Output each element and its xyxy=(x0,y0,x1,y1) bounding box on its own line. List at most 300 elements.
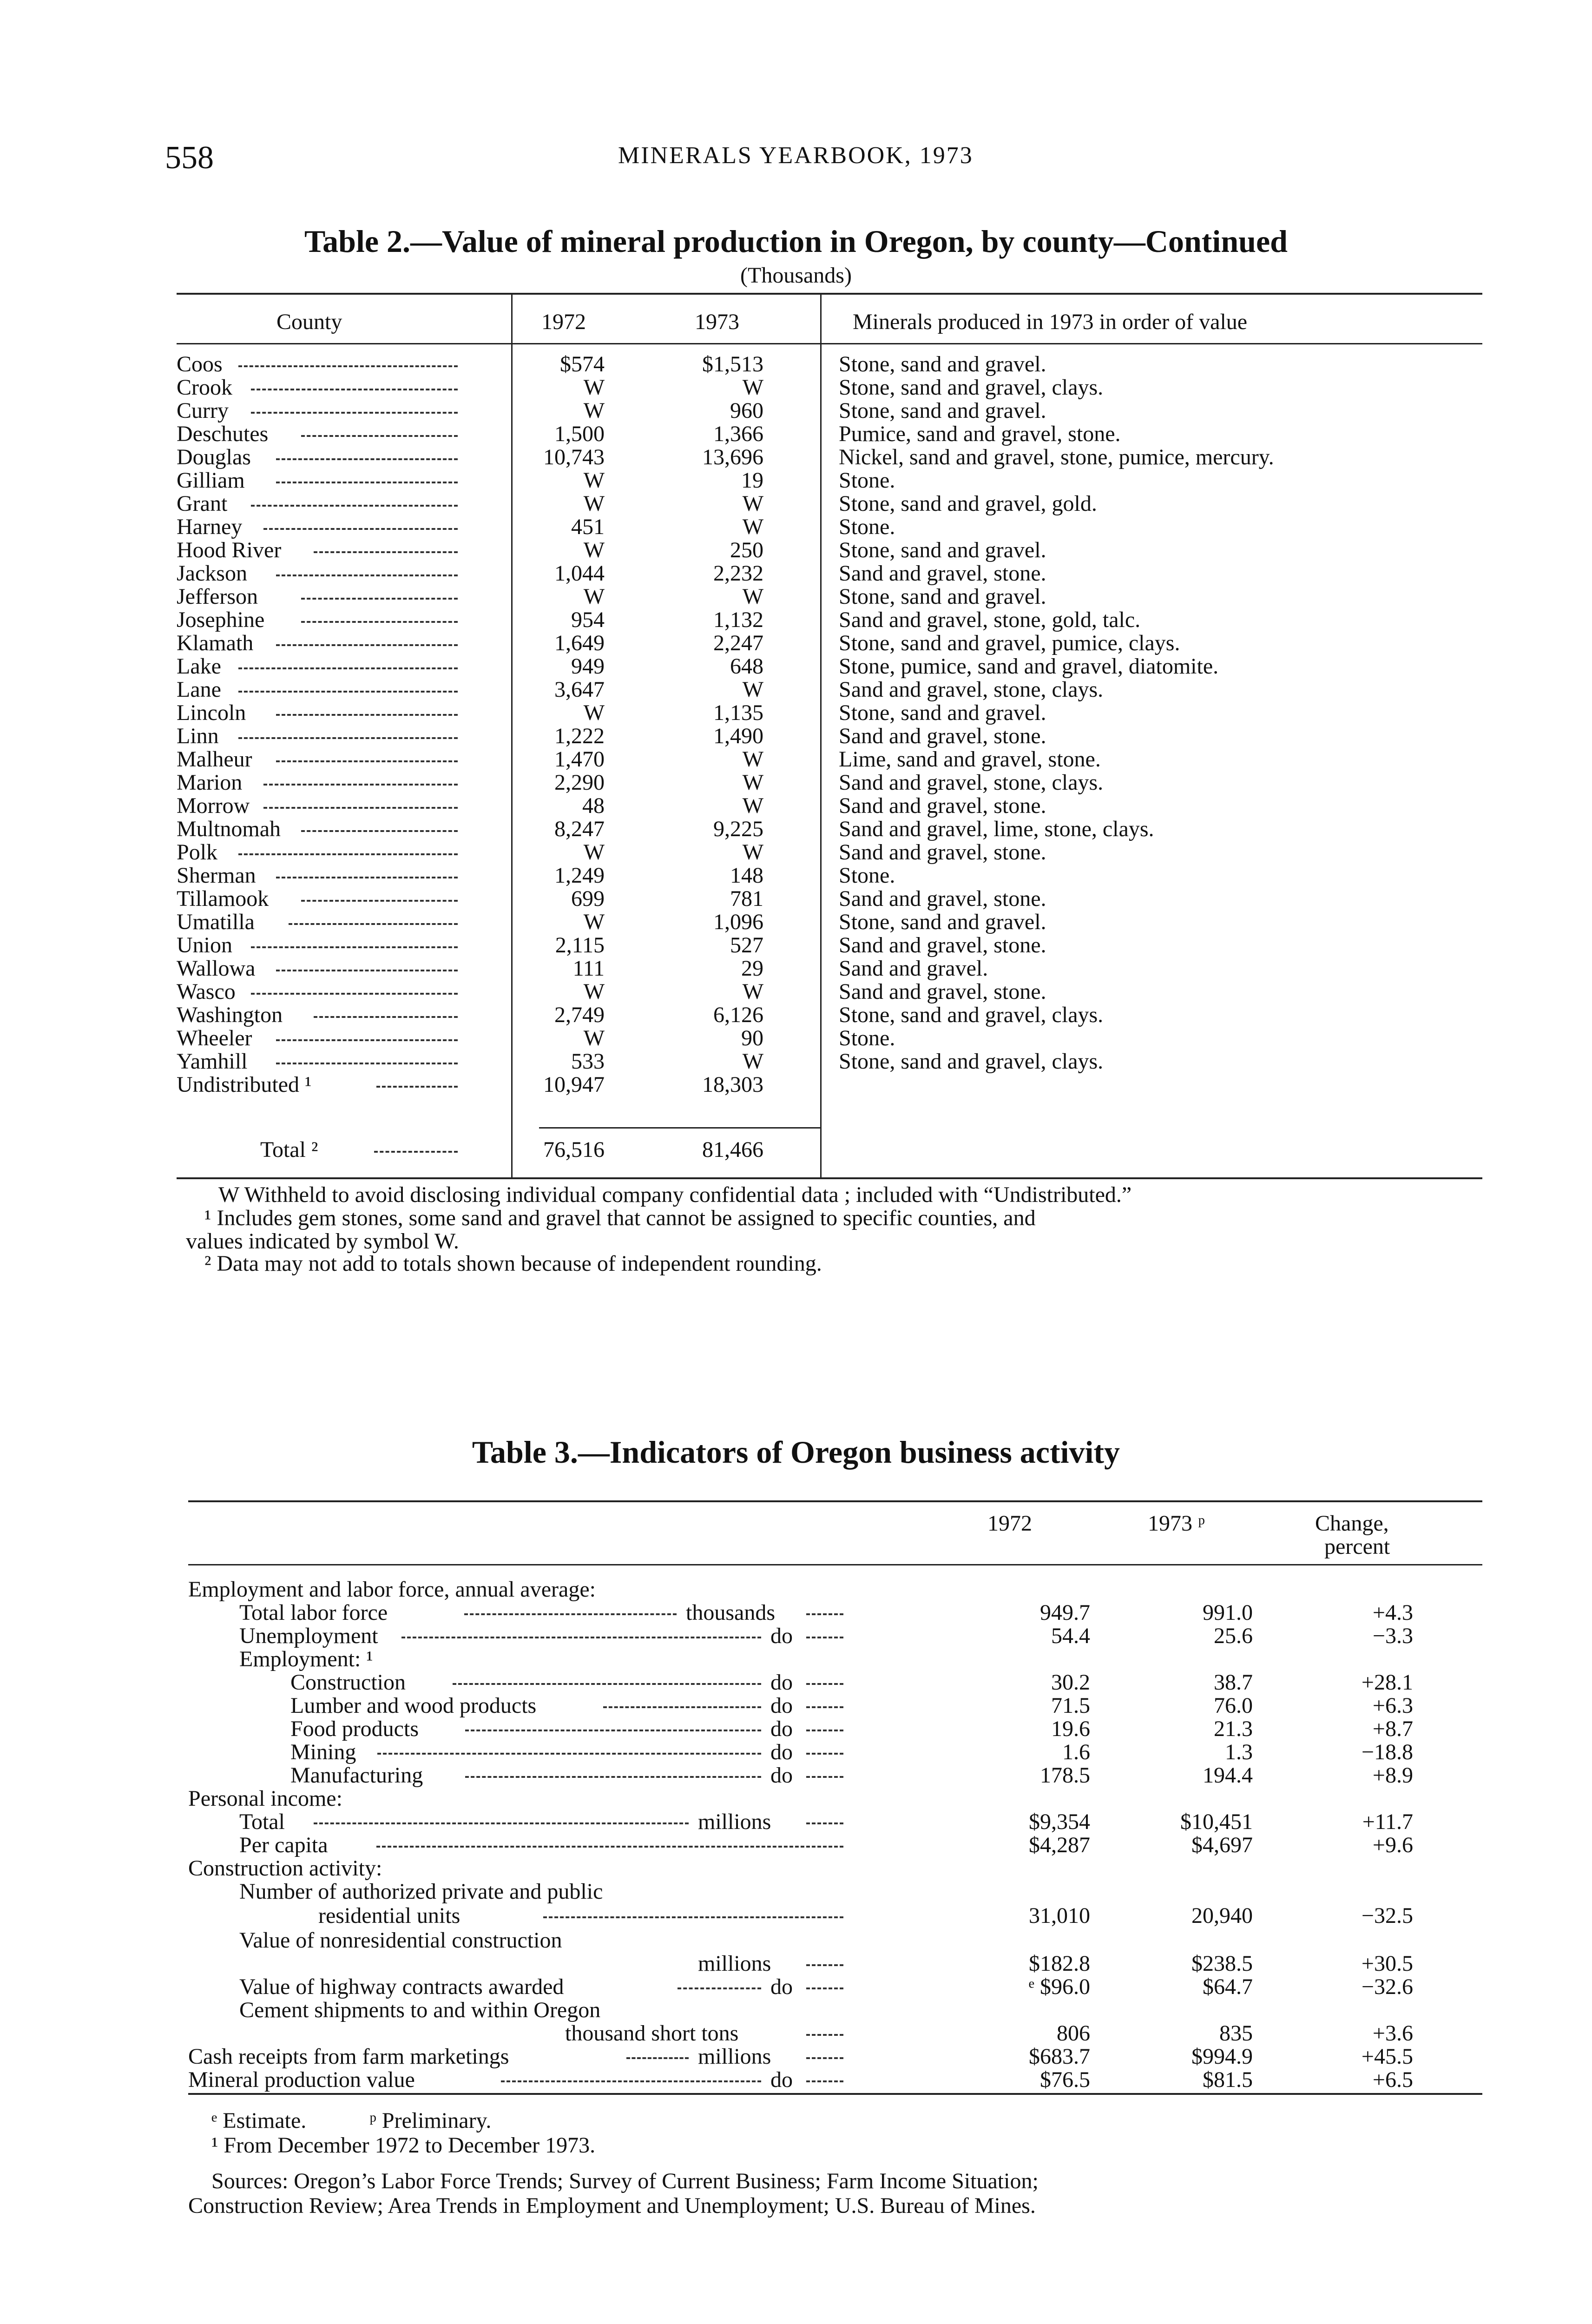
indicator-unit: do xyxy=(770,1974,793,1999)
dot-leader xyxy=(806,2068,843,2082)
value-1972: 949.7 xyxy=(1040,1600,1090,1625)
value-1972: $4,287 xyxy=(1029,1833,1090,1857)
dot-leader xyxy=(603,1694,761,1708)
value-1972: 1,044 xyxy=(554,561,605,586)
value-1973: W xyxy=(742,677,763,702)
value-1973: 90 xyxy=(741,1026,763,1050)
dot-leader xyxy=(238,679,458,693)
table2-row xyxy=(0,725,1592,747)
table2-row xyxy=(0,679,1592,701)
dot-leader xyxy=(263,772,458,786)
change-percent: +8.7 xyxy=(1372,1717,1413,1741)
value-1972: W xyxy=(583,468,605,493)
indicator-label: Employment: ¹ xyxy=(239,1647,373,1671)
county-name: Wallowa xyxy=(177,956,256,981)
county-name: Yamhill xyxy=(177,1049,248,1074)
table2-row xyxy=(0,469,1592,492)
indicator-unit: do xyxy=(770,1624,793,1648)
value-1973: $994.9 xyxy=(1191,2044,1253,2069)
indicator-label: Mineral production value xyxy=(188,2067,415,2092)
table2-row xyxy=(0,818,1592,840)
indicator-unit: do xyxy=(770,2067,793,2092)
dot-leader xyxy=(289,911,458,925)
table3-header-rule xyxy=(188,1564,1482,1565)
dot-leader xyxy=(806,2045,843,2059)
indicator-label: Mining xyxy=(290,1740,356,1764)
minerals-produced: Sand and gravel, stone. xyxy=(839,724,1046,748)
table2-row xyxy=(0,911,1592,933)
table2-header-county: County xyxy=(276,310,342,334)
minerals-produced: Sand and gravel, stone, clays. xyxy=(839,770,1104,795)
minerals-produced: Sand and gravel, stone, clays. xyxy=(839,677,1104,702)
dot-leader xyxy=(806,1717,843,1731)
dot-leader xyxy=(464,1601,677,1615)
minerals-produced: Stone, sand and gravel. xyxy=(839,538,1046,562)
value-1973: 1.3 xyxy=(1225,1740,1253,1764)
minerals-produced: Stone, sand and gravel. xyxy=(839,700,1046,725)
table2-total-row xyxy=(0,1139,1592,1161)
indicator-label: Number of authorized private and public xyxy=(239,1879,603,1904)
dot-leader xyxy=(251,376,458,390)
dot-leader xyxy=(301,818,458,832)
county-name: Union xyxy=(177,933,232,957)
value-1972: $76.5 xyxy=(1040,2067,1090,2092)
minerals-produced: Sand and gravel, stone. xyxy=(839,933,1046,957)
minerals-produced: Sand and gravel. xyxy=(839,956,988,981)
dot-leader xyxy=(401,1624,761,1638)
county-name: Klamath xyxy=(177,631,254,655)
value-1973: W xyxy=(742,747,763,772)
dot-leader xyxy=(806,2022,843,2036)
value-1973: $238.5 xyxy=(1191,1951,1253,1976)
county-name: Crook xyxy=(177,375,232,400)
county-name: Harney xyxy=(177,515,243,539)
minerals-produced: Stone, sand and gravel. xyxy=(839,398,1046,423)
table3-header-1973: 1973 ᵖ xyxy=(1148,1511,1205,1536)
indicator-unit: millions xyxy=(698,2044,771,2069)
minerals-produced: Stone, sand and gravel, clays. xyxy=(839,1003,1104,1027)
table2-row xyxy=(0,446,1592,469)
value-1973: 194.4 xyxy=(1203,1763,1253,1788)
value-1972: 8,247 xyxy=(554,817,605,841)
table2-row xyxy=(0,423,1592,445)
county-name: Tillamook xyxy=(177,886,269,911)
minerals-produced: Sand and gravel, stone. xyxy=(839,979,1046,1004)
dot-leader xyxy=(301,609,458,623)
table3-row xyxy=(0,2045,1592,2068)
change-percent: +30.5 xyxy=(1361,1951,1413,1976)
minerals-produced: Stone, sand and gravel, pumice, clays. xyxy=(839,631,1180,655)
value-1972: W xyxy=(583,584,605,609)
dot-leader xyxy=(276,865,458,878)
table3-row xyxy=(0,1601,1592,1624)
value-1972: 949 xyxy=(571,654,605,679)
table2-header-rule xyxy=(177,343,1482,344)
dot-leader xyxy=(238,725,458,739)
value-1972: 954 xyxy=(571,607,605,632)
value-1973: W xyxy=(742,515,763,539)
table3-row xyxy=(0,1648,1592,1671)
dot-leader xyxy=(543,1904,843,1918)
change-percent: +6.5 xyxy=(1372,2067,1413,2092)
dot-leader xyxy=(276,702,458,716)
table2-row xyxy=(0,516,1592,538)
change-percent: −32.5 xyxy=(1361,1903,1413,1928)
indicator-label: Employment and labor force, annual average: xyxy=(188,1577,596,1602)
dot-leader xyxy=(276,1027,458,1041)
indicator-label: Cement shipments to and within Oregon xyxy=(239,1998,601,2022)
indicator-label: Manufacturing xyxy=(290,1763,423,1788)
value-1972: W xyxy=(583,840,605,865)
table3-row xyxy=(0,1834,1592,1857)
county-name: Douglas xyxy=(177,445,251,469)
minerals-produced: Stone, pumice, sand and gravel, diatomite. xyxy=(839,654,1219,679)
minerals-produced: Stone, sand and gravel, clays. xyxy=(839,1049,1104,1074)
table3-row xyxy=(0,1671,1592,1694)
value-1973: 250 xyxy=(730,538,763,562)
table2-header-1973: 1973 xyxy=(695,310,739,334)
table2-row xyxy=(0,795,1592,817)
dot-leader xyxy=(276,446,458,460)
dot-leader xyxy=(263,795,458,809)
indicator-label: Construction activity: xyxy=(188,1856,382,1881)
indicator-label: Unemployment xyxy=(239,1624,378,1648)
value-1973: 781 xyxy=(730,886,763,911)
dot-leader xyxy=(806,1764,843,1778)
change-percent: −18.8 xyxy=(1361,1740,1413,1764)
value-1972: 533 xyxy=(571,1049,605,1074)
table2-header-1972: 1972 xyxy=(541,310,586,334)
value-1973: $4,697 xyxy=(1191,1833,1253,1857)
indicator-unit: do xyxy=(770,1763,793,1788)
dot-leader xyxy=(276,748,458,762)
minerals-produced: Stone. xyxy=(839,863,895,888)
value-1973: 29 xyxy=(741,956,763,981)
county-name: Wheeler xyxy=(177,1026,252,1050)
change-percent: +8.9 xyxy=(1372,1763,1413,1788)
table2-row xyxy=(0,376,1592,399)
table3-row xyxy=(0,1764,1592,1787)
table2-row xyxy=(0,957,1592,980)
value-1973: 13,696 xyxy=(702,445,763,469)
county-name: Jefferson xyxy=(177,584,258,609)
value-1973: 21.3 xyxy=(1214,1717,1253,1741)
table3-row xyxy=(0,2022,1592,2045)
minerals-produced: Stone, sand and gravel. xyxy=(839,910,1046,934)
value-1972: $683.7 xyxy=(1029,2044,1090,2069)
change-percent: +6.3 xyxy=(1372,1693,1413,1718)
minerals-produced: Stone. xyxy=(839,468,895,493)
value-1973: 1,096 xyxy=(713,910,763,934)
value-1973: 835 xyxy=(1219,2021,1253,2046)
value-1973: 1,366 xyxy=(713,422,763,446)
table3-row xyxy=(0,1904,1592,1928)
minerals-produced: Sand and gravel, stone. xyxy=(839,793,1046,818)
value-1973: $10,451 xyxy=(1180,1809,1253,1834)
value-1973: W xyxy=(742,375,763,400)
county-name: Sherman xyxy=(177,863,256,888)
value-1973: W xyxy=(742,491,763,516)
county-name: Morrow xyxy=(177,793,250,818)
table3-sources: Sources: Oregon’s Labor Force Trends; Survey of Current Business; Farm Income Situation; xyxy=(211,2169,1039,2193)
minerals-produced: Sand and gravel, stone, gold, talc. xyxy=(839,607,1141,632)
dot-leader xyxy=(465,1764,761,1778)
table3-header-1972: 1972 xyxy=(987,1511,1032,1536)
indicator-label: Cash receipts from farm marketings xyxy=(188,2044,509,2069)
dot-leader xyxy=(465,1717,761,1731)
county-name: Umatilla xyxy=(177,910,255,934)
minerals-produced: Lime, sand and gravel, stone. xyxy=(839,747,1101,772)
change-percent: +11.7 xyxy=(1362,1809,1413,1834)
table2-total-1973: 81,466 xyxy=(702,1137,763,1162)
value-1972: 1,649 xyxy=(554,631,605,655)
county-name: Josephine xyxy=(177,607,265,632)
table3-row xyxy=(0,1880,1592,1903)
table2-row xyxy=(0,609,1592,631)
value-1973: W xyxy=(742,840,763,865)
indicator-unit: millions xyxy=(698,1809,771,1834)
dot-leader xyxy=(806,1952,843,1966)
table3-row xyxy=(0,1624,1592,1648)
table3-row xyxy=(0,1999,1592,2022)
value-1973: W xyxy=(742,1049,763,1074)
table2-row xyxy=(0,655,1592,678)
value-1972: ᵉ $96.0 xyxy=(1028,1974,1090,1999)
value-1972: 71.5 xyxy=(1051,1693,1090,1718)
dot-leader xyxy=(301,888,458,902)
indicator-label: Personal income: xyxy=(188,1786,342,1811)
value-1972: $182.8 xyxy=(1029,1951,1090,1976)
value-1972: 54.4 xyxy=(1051,1624,1090,1648)
table2-row xyxy=(0,888,1592,910)
dot-leader xyxy=(251,981,458,995)
value-1972: 3,647 xyxy=(554,677,605,702)
table2-row xyxy=(0,1074,1592,1096)
value-1972: W xyxy=(583,398,605,423)
value-1973: $81.5 xyxy=(1203,2067,1253,2092)
page-number: 558 xyxy=(165,140,214,176)
value-1972: $574 xyxy=(560,352,605,376)
minerals-produced: Stone. xyxy=(839,1026,895,1050)
table2-header-minerals: Minerals produced in 1973 in order of value xyxy=(853,310,1248,334)
table2-row xyxy=(0,493,1592,515)
value-1973: 76.0 xyxy=(1214,1693,1253,1718)
dot-leader xyxy=(314,1004,458,1018)
dot-leader xyxy=(276,1050,458,1064)
value-1972: 699 xyxy=(571,886,605,911)
county-name: Hood River xyxy=(177,538,282,562)
change-percent: +45.5 xyxy=(1361,2044,1413,2069)
value-1972: W xyxy=(583,538,605,562)
table2-title: Table 2.—Value of mineral production in Oregon, by county—Continued xyxy=(304,224,1288,259)
county-name: Wasco xyxy=(177,979,236,1004)
indicator-label: Total xyxy=(239,1809,285,1834)
minerals-produced: Pumice, sand and gravel, stone. xyxy=(839,422,1121,446)
table2-subtitle: (Thousands) xyxy=(740,263,852,288)
value-1972: W xyxy=(583,375,605,400)
table3-sources-cont: Construction Review; Area Trends in Employment and Unemployment; U.S. Bureau of Mines. xyxy=(188,2193,1036,2218)
dot-leader xyxy=(276,632,458,646)
value-1973: 960 xyxy=(730,398,763,423)
indicator-unit: millions xyxy=(698,1951,771,1976)
table2-row xyxy=(0,772,1592,794)
table3-footnote-estimate: ᵉ Estimate. xyxy=(211,2108,307,2133)
table2-row xyxy=(0,865,1592,887)
dot-leader xyxy=(238,353,458,367)
minerals-produced: Stone, sand and gravel. xyxy=(839,584,1046,609)
table2-row xyxy=(0,562,1592,585)
dot-leader xyxy=(238,841,458,855)
county-name: Deschutes xyxy=(177,422,269,446)
indicator-unit: do xyxy=(770,1670,793,1695)
indicator-label: Total labor force xyxy=(239,1600,388,1625)
value-1972: 48 xyxy=(582,793,605,818)
value-1973: $64.7 xyxy=(1203,1974,1253,1999)
table3-row xyxy=(0,1717,1592,1741)
table3-row xyxy=(0,1857,1592,1880)
county-name: Washington xyxy=(177,1003,283,1027)
value-1973: 9,225 xyxy=(713,817,763,841)
value-1973: 991.0 xyxy=(1203,1600,1253,1625)
value-1973: 18,303 xyxy=(702,1072,763,1097)
dot-leader xyxy=(276,957,458,971)
dot-leader xyxy=(374,1139,458,1153)
county-name: Coos xyxy=(177,352,223,376)
table3-row xyxy=(0,1810,1592,1834)
indicator-label: Value of nonresidential construction xyxy=(239,1928,562,1953)
dot-leader xyxy=(806,1810,843,1824)
table3-row xyxy=(0,1929,1592,1952)
indicator-unit: do xyxy=(770,1740,793,1764)
table2-row xyxy=(0,400,1592,422)
value-1973: $1,513 xyxy=(702,352,763,376)
table2-bottom-rule xyxy=(177,1177,1482,1179)
table2-row xyxy=(0,702,1592,724)
value-1973: 1,132 xyxy=(713,607,763,632)
value-1973: 648 xyxy=(730,654,763,679)
change-percent: +9.6 xyxy=(1372,1833,1413,1857)
county-name: Curry xyxy=(177,398,229,423)
value-1972: 1,500 xyxy=(554,422,605,446)
value-1972: 111 xyxy=(572,956,605,981)
value-1973: W xyxy=(742,584,763,609)
value-1972: 30.2 xyxy=(1051,1670,1090,1695)
dot-leader xyxy=(314,539,458,553)
indicator-unit: do xyxy=(770,1693,793,1718)
value-1972: 1,249 xyxy=(554,863,605,888)
value-1973: W xyxy=(742,793,763,818)
county-name: Polk xyxy=(177,840,218,865)
table2-row xyxy=(0,748,1592,771)
table3-row xyxy=(0,1694,1592,1717)
table2-row xyxy=(0,353,1592,376)
county-name: Malheur xyxy=(177,747,252,772)
dot-leader xyxy=(276,469,458,483)
indicator-label: Value of highway contracts awarded xyxy=(239,1974,564,1999)
value-1972: W xyxy=(583,979,605,1004)
county-name: Undistributed ¹ xyxy=(177,1072,312,1097)
table3-footnote-1: ¹ From December 1972 to December 1973. xyxy=(211,2133,596,2158)
dot-leader xyxy=(806,1671,843,1685)
value-1972: W xyxy=(583,1026,605,1050)
value-1973: W xyxy=(742,979,763,1004)
dot-leader xyxy=(806,1694,843,1708)
dot-leader xyxy=(314,1810,689,1824)
value-1972: 10,947 xyxy=(543,1072,605,1097)
minerals-produced: Sand and gravel, lime, stone, clays. xyxy=(839,817,1154,841)
change-percent: +4.3 xyxy=(1372,1600,1413,1625)
value-1972: 31,010 xyxy=(1029,1903,1090,1928)
value-1973: 25.6 xyxy=(1214,1624,1253,1648)
county-name: Lake xyxy=(177,654,221,679)
value-1972: 2,749 xyxy=(554,1003,605,1027)
value-1973: 20,940 xyxy=(1191,1903,1253,1928)
value-1973: 38.7 xyxy=(1214,1670,1253,1695)
table3-row xyxy=(0,1975,1592,1999)
table2-row xyxy=(0,934,1592,957)
value-1972: W xyxy=(583,910,605,934)
dot-leader xyxy=(678,1975,761,1989)
indicator-unit: thousands xyxy=(686,1600,775,1625)
table2-row xyxy=(0,632,1592,654)
indicator-label: residential units xyxy=(318,1903,460,1928)
change-percent: −3.3 xyxy=(1372,1624,1413,1648)
dot-leader xyxy=(301,586,458,600)
value-1973: 6,126 xyxy=(713,1003,763,1027)
indicator-label: Lumber and wood products xyxy=(290,1693,537,1718)
table3-title: Table 3.—Indicators of Oregon business activity xyxy=(472,1434,1120,1470)
minerals-produced: Stone. xyxy=(839,515,895,539)
county-name: Jackson xyxy=(177,561,247,586)
table2-row xyxy=(0,1050,1592,1073)
table2-total-label: Total ² xyxy=(260,1137,318,1162)
minerals-produced: Stone, sand and gravel. xyxy=(839,352,1046,376)
table3-footnote-preliminary: ᵖ Preliminary. xyxy=(369,2108,492,2133)
dot-leader xyxy=(453,1671,761,1685)
value-1972: 178.5 xyxy=(1040,1763,1090,1788)
table3-top-rule xyxy=(188,1500,1482,1502)
value-1972: 10,743 xyxy=(543,445,605,469)
table2-total-1972: 76,516 xyxy=(543,1137,605,1162)
value-1972: 806 xyxy=(1057,2021,1090,2046)
change-percent: +28.1 xyxy=(1361,1670,1413,1695)
change-percent: −32.6 xyxy=(1361,1974,1413,1999)
minerals-produced: Sand and gravel, stone. xyxy=(839,561,1046,586)
dot-leader xyxy=(301,423,458,437)
value-1972: 2,115 xyxy=(555,933,605,957)
table2-row xyxy=(0,1027,1592,1050)
minerals-produced: Nickel, sand and gravel, stone, pumice, mercury. xyxy=(839,445,1274,469)
county-name: Lane xyxy=(177,677,221,702)
value-1972: $9,354 xyxy=(1029,1809,1090,1834)
minerals-produced: Sand and gravel, stone. xyxy=(839,840,1046,865)
dot-leader xyxy=(263,516,458,530)
value-1973: 1,490 xyxy=(713,724,763,748)
table3-row xyxy=(0,2068,1592,2092)
dot-leader xyxy=(376,1834,843,1848)
minerals-produced: Stone, sand and gravel, clays. xyxy=(839,375,1104,400)
table3-row xyxy=(0,1578,1592,1601)
table3-header-change: Change, xyxy=(1315,1511,1389,1536)
indicator-label: Construction xyxy=(290,1670,406,1695)
county-name: Grant xyxy=(177,491,228,516)
value-1972: 451 xyxy=(571,515,605,539)
value-1972: 1.6 xyxy=(1062,1740,1090,1764)
value-1972: 19.6 xyxy=(1051,1717,1090,1741)
dot-leader xyxy=(376,1074,458,1088)
indicator-label: Per capita xyxy=(239,1833,328,1857)
value-1973: 527 xyxy=(730,933,763,957)
